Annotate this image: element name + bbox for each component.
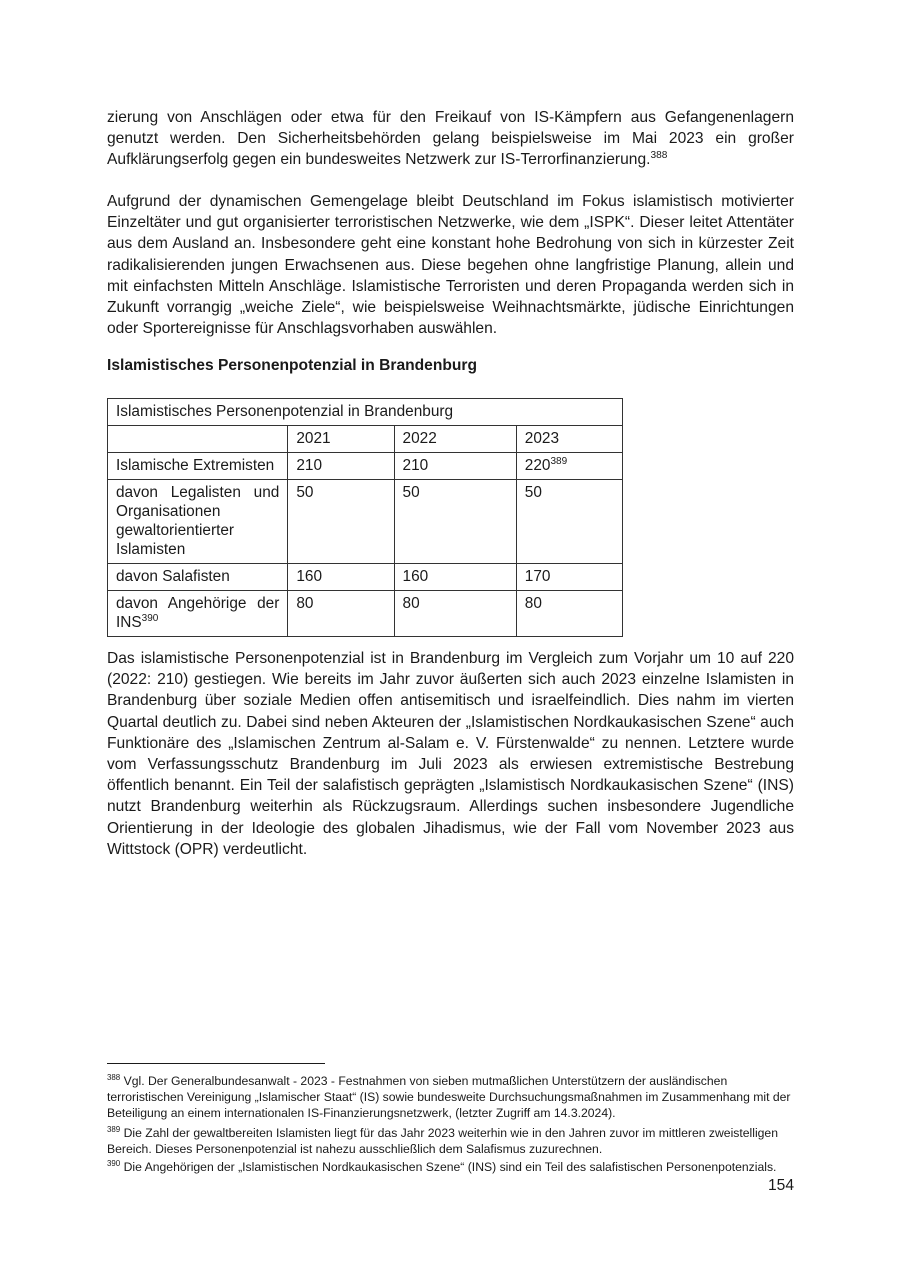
table-row [108, 564, 623, 591]
table-row [108, 480, 623, 564]
footnote-ref[interactable]: 388 [650, 150, 668, 162]
footnote-number: 390 [107, 1158, 121, 1168]
table-cell: 50 [394, 480, 516, 564]
row-label: davon Legalisten und Organisationen gewaltorientierter Islamisten [108, 480, 288, 564]
table-cell: 50 [516, 480, 622, 564]
paragraph-threat: Aufgrund der dynamischen Gemengelage bleibt Deutschland im Fokus islamistisch motivierter Einzeltäter und gut organisierter terroristischen Netzwerke, wie dem „ISPK“. Dieser leitet Attentäter aus dem Ausland an. Insbesondere geht eine konstant hohe Bedrohung von sich in kürzester Zeit radikalisierenden jungen Erwachsenen aus. Diese begehen ohne langfristige Planung, allein und mit einfachsten Mitteln Anschläge. Islamistische Terroristen und deren Propaganda werden sich in Zukunft vorrangig „weiche Ziele“, wie beispielsweise Weihnachtsmärkte, jüdische Einrichtungen oder Sportereignisse für Anschlagsvorhaben auswählen. [107, 193, 794, 338]
table-cell: 80 [394, 591, 516, 637]
footnote-number: 389 [107, 1124, 121, 1134]
table-header-empty [108, 426, 288, 453]
table-header-year: 2022 [394, 426, 516, 453]
footnote-ref[interactable]: 390 [141, 612, 159, 624]
table-header-row [108, 426, 623, 453]
table-cell: 80 [288, 591, 394, 637]
table-cell: 210 [288, 453, 394, 480]
table-header-year: 2023 [516, 426, 622, 453]
personenpotenzial-table [107, 398, 623, 637]
row-label: Islamische Extremisten [108, 453, 288, 480]
footnote-388 [107, 1073, 797, 1121]
paragraph-analysis: Das islamistische Personenpotenzial ist in Brandenburg im Vergleich zum Vorjahr um 10 auf 220 (2022: 210) gestiegen. Wie bereits im Jahr zuvor äußerten sich auch 2023 einzelne Islamisten in Brandenburg über soziale Medien offen antisemitisch und israelfeindlich. Dies nahm im vierten Quartal deutlich zu. Dabei sind neben Akteuren der „Islamistischen Nordkaukasischen Szene“ auch Funktionäre des „Islamischen Zentrum al-Salam e. V. Fürstenwalde“ zu nennen. Letztere wurde vom Verfassungsschutz Brandenburg im Juli 2023 als erwiesen extremistische Bestrebung öffentlich benannt. Ein Teil der salafistisch geprägten „Islamistisch Nordkaukasischen Szene“ (INS) nutzt Brandenburg weiterhin als Rückzugsraum. Allerdings suchen insbesondere Jugendliche Orientierung in der Ideologie des globalen Jihadismus, wie der Fall vom November 2023 aus Wittstock (OPR) verdeutlicht. [107, 650, 794, 858]
footnote-separator [107, 1063, 325, 1064]
row-label: davon Angehörige der INS [116, 595, 280, 631]
table-cell: 170 [516, 564, 622, 591]
paragraph-continuation [107, 107, 794, 171]
footnote-text: Die Zahl der gewaltbereiten Islamisten liegt für das Jahr 2023 weiterhin wie in den Jahren zuvor im mittleren zweistelligen Bereich. Dieses Personenpotenzial ist nahezu ausschließlich dem Salafismus zuzurechnen. [107, 1126, 778, 1156]
table-cell: 210 [394, 453, 516, 480]
footnote-ref[interactable]: 389 [550, 455, 568, 467]
table-cell: 80 [516, 591, 622, 637]
table-cell: 160 [288, 564, 394, 591]
table-row [108, 591, 623, 637]
footnote-text: Vgl. Der Generalbundesanwalt - 2023 - Festnahmen von sieben mutmaßlichen Unterstützern der ausländischen terroristischen Vereinigung „Islamischer Staat“ (IS) sowie bundesweite Durchsuchungsmaßnahmen im Zusammenhang mit der Beteiligung an einem internationalen IS-Finanzierungsnetzwerk, (letzter Zugriff am 14.3.2024). [107, 1074, 791, 1120]
table-cell: 160 [394, 564, 516, 591]
footnote-number: 388 [107, 1072, 121, 1082]
table-cell [516, 453, 622, 480]
row-label: davon Salafisten [108, 564, 288, 591]
page-number: 154 [767, 1177, 794, 1194]
table-caption: Islamistisches Personenpotenzial in Brandenburg [108, 399, 623, 426]
table-cell: 50 [288, 480, 394, 564]
table-row [108, 453, 623, 480]
footnote-390 [107, 1159, 797, 1175]
footnote-text: Die Angehörigen der „Islamistischen Nordkaukasischen Szene“ (INS) sind ein Teil des salafistischen Personenpotenzials. [123, 1160, 777, 1174]
table-caption-row [108, 399, 623, 426]
section-heading: Islamistisches Personenpotenzial in Brandenburg [107, 357, 478, 374]
table-header-year: 2021 [288, 426, 394, 453]
footnote-389 [107, 1125, 797, 1157]
row-label-cell [108, 591, 288, 637]
cell-value: 220 [524, 457, 551, 474]
paragraph-text: zierung von Anschlägen oder etwa für den Freikauf von IS-Kämpfern aus Gefangenenlagern genutzt werden. Den Sicherheitsbehörden gelang beispielsweise im Mai 2023 ein großer Aufklärungserfolg gegen ein bundesweites Netzwerk zur IS-Terrorfinanzierung. [107, 109, 794, 169]
